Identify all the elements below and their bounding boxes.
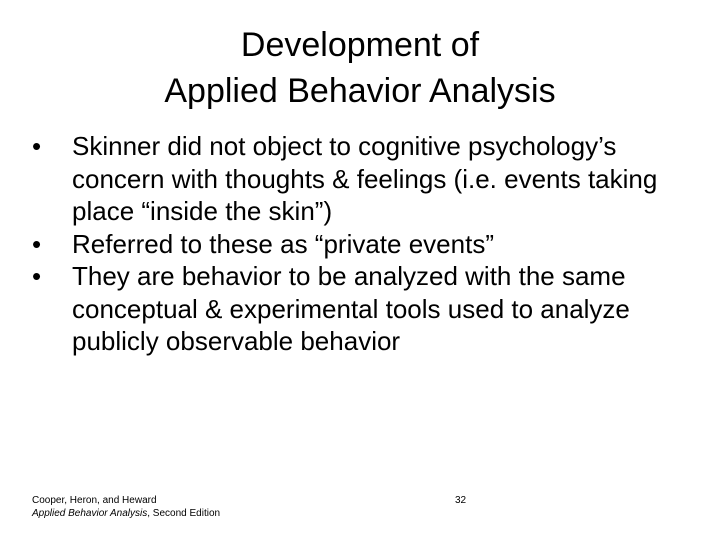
bullet-text: Referred to these as “private events”	[72, 228, 494, 259]
slide-title-line-1: Development of	[240, 26, 480, 64]
footer-citation	[32, 494, 220, 520]
bullet-icon: •	[32, 261, 42, 291]
bullet-text: They are behavior to be analyzed with the same conceptual & experimental tools used to analyze publicly observable behavior	[72, 261, 630, 356]
bullet-icon: •	[32, 228, 42, 259]
slide-title-line-2: Applied Behavior Analysis	[164, 72, 556, 110]
bullet-icon: •	[32, 131, 42, 161]
bullet-list	[32, 130, 692, 358]
footer-authors: Cooper, Heron, and Heward	[32, 495, 157, 506]
footer-edition: , Second Edition	[147, 508, 221, 519]
bullet-item	[32, 260, 692, 358]
footer-book-title: Applied Behavior Analysis	[32, 508, 148, 519]
bullet-item	[32, 130, 692, 228]
bullet-text: Skinner did not object to cognitive psychology’s concern with thoughts & feelings (i.e. events taking place “inside the skin”)	[72, 131, 658, 226]
bullet-item	[32, 228, 692, 261]
page-number: 32	[455, 495, 467, 506]
footer-book-line	[32, 507, 220, 520]
slide-title	[60, 22, 660, 114]
